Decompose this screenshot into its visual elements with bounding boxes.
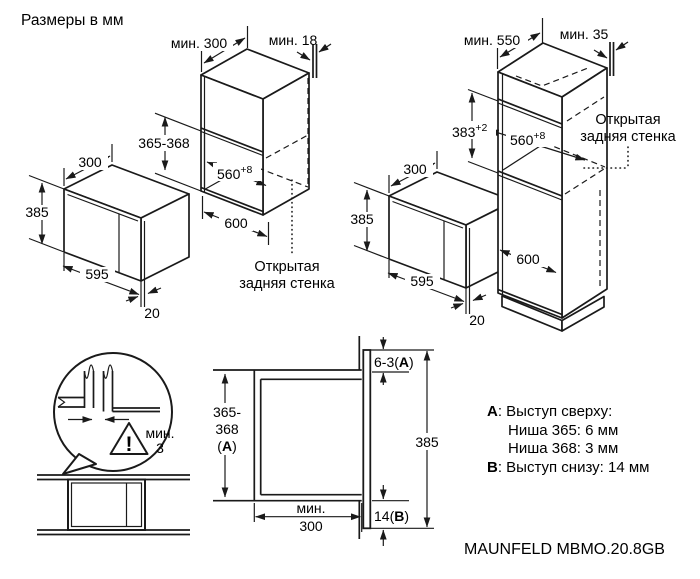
ventilation-gap-detail bbox=[54, 353, 175, 474]
gap-detail-min-value: 3 bbox=[156, 440, 164, 456]
oven-left-width-label: 595 bbox=[85, 266, 109, 282]
wall-cabinet-open-back-line2: задняя стенка bbox=[239, 276, 335, 292]
section-min-label: мин. bbox=[296, 500, 326, 516]
section-niche-height-line1: 365- bbox=[212, 404, 242, 420]
wall-cabinet-niche-width-label: $560^{+8}$ bbox=[217, 164, 253, 182]
tall-cabinet-niche-width-label: $560^{+8}$ bbox=[510, 130, 546, 148]
warning-exclamation: ! bbox=[125, 433, 133, 456]
legend-niche-365: Ниша 365: 6 мм bbox=[508, 421, 619, 439]
model-label: MAUNFELD MBMO.20.8GB bbox=[464, 541, 665, 558]
oven-right-frame-label: 20 bbox=[469, 312, 485, 328]
tall-cabinet-width-label: 600 bbox=[516, 251, 540, 267]
oven-right-diagram bbox=[348, 151, 514, 328]
cross-section-diagram bbox=[206, 336, 444, 546]
tall-cabinet-niche-height-label: $383^{+2}$ bbox=[452, 122, 488, 140]
section-bottom-gap-label: 14(B) bbox=[374, 508, 410, 524]
legend-line-b: B: Выступ снизу: 14 мм bbox=[487, 458, 650, 476]
legend-niche-368: Ниша 368: 3 мм bbox=[508, 440, 619, 457]
wall-cabinet-width-label: 600 bbox=[224, 215, 248, 231]
page-title: Размеры в мм bbox=[21, 12, 124, 29]
section-top-gap-label: 6-3(A) bbox=[374, 354, 414, 370]
tall-cabinet-open-back-line1: Открытая bbox=[595, 112, 661, 128]
wall-cabinet-open-back-line1: Открытая bbox=[254, 259, 320, 275]
tall-cabinet-side-gap-label: мин. 35 bbox=[559, 26, 609, 42]
section-niche-height-line2: 368 bbox=[215, 421, 239, 437]
wall-cabinet-side-gap-label: мин. 18 bbox=[268, 32, 318, 48]
tall-cabinet-diagram bbox=[449, 18, 677, 331]
legend-line-a: A: Выступ сверху: bbox=[487, 403, 613, 420]
front-view-diagram bbox=[37, 475, 190, 535]
section-front-height-label: 385 bbox=[415, 434, 439, 450]
tall-cabinet-min-depth-label: мин. 550 bbox=[463, 32, 521, 48]
wall-cabinet-niche-height-label: 365-368 bbox=[138, 135, 190, 151]
oven-right-depth-label: 300 bbox=[403, 161, 427, 177]
oven-left-depth-label: 300 bbox=[78, 154, 102, 170]
oven-right-width-label: 595 bbox=[410, 273, 434, 289]
oven-left-diagram bbox=[23, 144, 189, 321]
oven-left-frame-label: 20 bbox=[144, 305, 160, 321]
gap-detail-min-label: мин. bbox=[145, 425, 175, 441]
tall-cabinet-open-back-line2: задняя стенка bbox=[580, 129, 676, 145]
oven-right-height-label: 385 bbox=[350, 211, 374, 227]
section-niche-height-letter: (A) bbox=[217, 438, 237, 454]
section-min-depth: 300 bbox=[299, 518, 323, 534]
legend bbox=[487, 403, 649, 477]
oven-left-height-label: 385 bbox=[25, 204, 49, 220]
oven-front-panel-section bbox=[363, 350, 370, 528]
wall-cabinet-min-depth-label: мин. 300 bbox=[170, 35, 228, 51]
